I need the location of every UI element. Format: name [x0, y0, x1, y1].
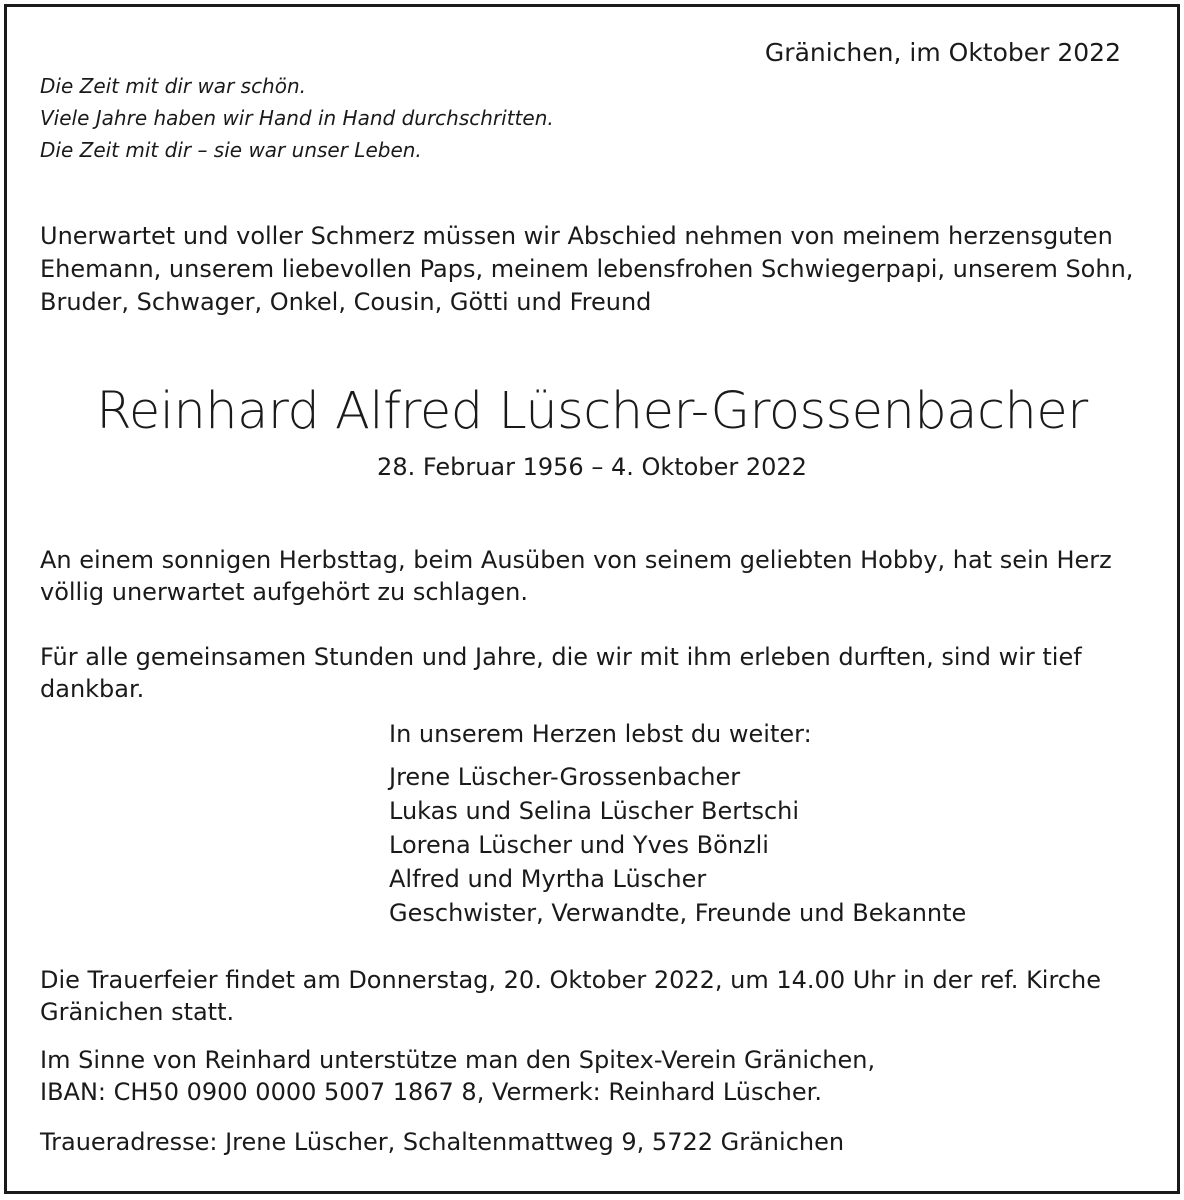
intro-line: Ehemann, unserem liebevollen Paps, meinem lebensfrohen Schwiegerpapi, unserem Sohn, [40, 255, 1134, 283]
paragraph-line: An einem sonnigen Herbsttag, beim Ausüben von seinem geliebten Hobby, hat sein Herz [40, 546, 1112, 574]
mourner-name: Lorena Lüscher und Yves Bönzli [389, 831, 769, 859]
donation-info [40, 1044, 875, 1108]
mourner-name: Jrene Lüscher-Grossenbacher [389, 763, 741, 791]
poem-line: Die Zeit mit dir war schön. [40, 74, 307, 98]
funeral-info-line: Die Trauerfeier findet am Donnerstag, 20. Oktober 2022, um 14.00 Uhr in der ref. Kirche [40, 966, 1101, 994]
mourner-name: Alfred und Myrtha Lüscher [389, 865, 707, 893]
paragraph-line: dankbar. [40, 675, 145, 703]
intro-text [40, 220, 1133, 319]
paragraph-line: völlig unerwartet aufgehört zu schlagen. [40, 578, 528, 606]
intro-line: Unerwartet und voller Schmerz müssen wir Abschied nehmen von meinem herzensguten [40, 222, 1113, 250]
poem-line: Viele Jahre haben wir Hand in Hand durchschritten. [40, 106, 554, 130]
poem-line: Die Zeit mit dir – sie war unser Leben. [40, 138, 422, 162]
poem [40, 70, 554, 166]
mourning-address: Traueradresse: Jrene Lüscher, Schaltenmattweg 9, 5722 Gränichen [40, 1128, 845, 1156]
mourners-list [389, 717, 966, 930]
paragraph-line: Für alle gemeinsamen Stunden und Jahre, die wir mit ihm erleben durften, sind wir tief [40, 643, 1082, 671]
donation-info-line: IBAN: CH50 0900 0000 5007 1867 8, Vermerk: Reinhard Lüscher. [40, 1078, 822, 1106]
mourner-name: Geschwister, Verwandte, Freunde und Bekannte [389, 899, 967, 927]
paragraph-circumstances [40, 544, 1112, 608]
deceased-name: Reinhard Alfred Lüscher-Grossenbacher [96, 382, 1088, 441]
place-date: Gränichen, im Oktober 2022 [764, 38, 1121, 67]
funeral-info [40, 964, 1101, 1028]
life-dates: 28. Februar 1956 – 4. Oktober 2022 [377, 453, 807, 481]
paragraph-gratitude [40, 641, 1082, 705]
intro-line: Bruder, Schwager, Onkel, Cousin, Götti und Freund [40, 288, 652, 316]
mourners-lead: In unserem Herzen lebst du weiter: [389, 720, 812, 748]
funeral-info-line: Gränichen statt. [40, 998, 235, 1026]
mourner-name: Lukas und Selina Lüscher Bertschi [389, 797, 800, 825]
donation-info-line: Im Sinne von Reinhard unterstütze man den Spitex-Verein Gränichen, [40, 1046, 876, 1074]
